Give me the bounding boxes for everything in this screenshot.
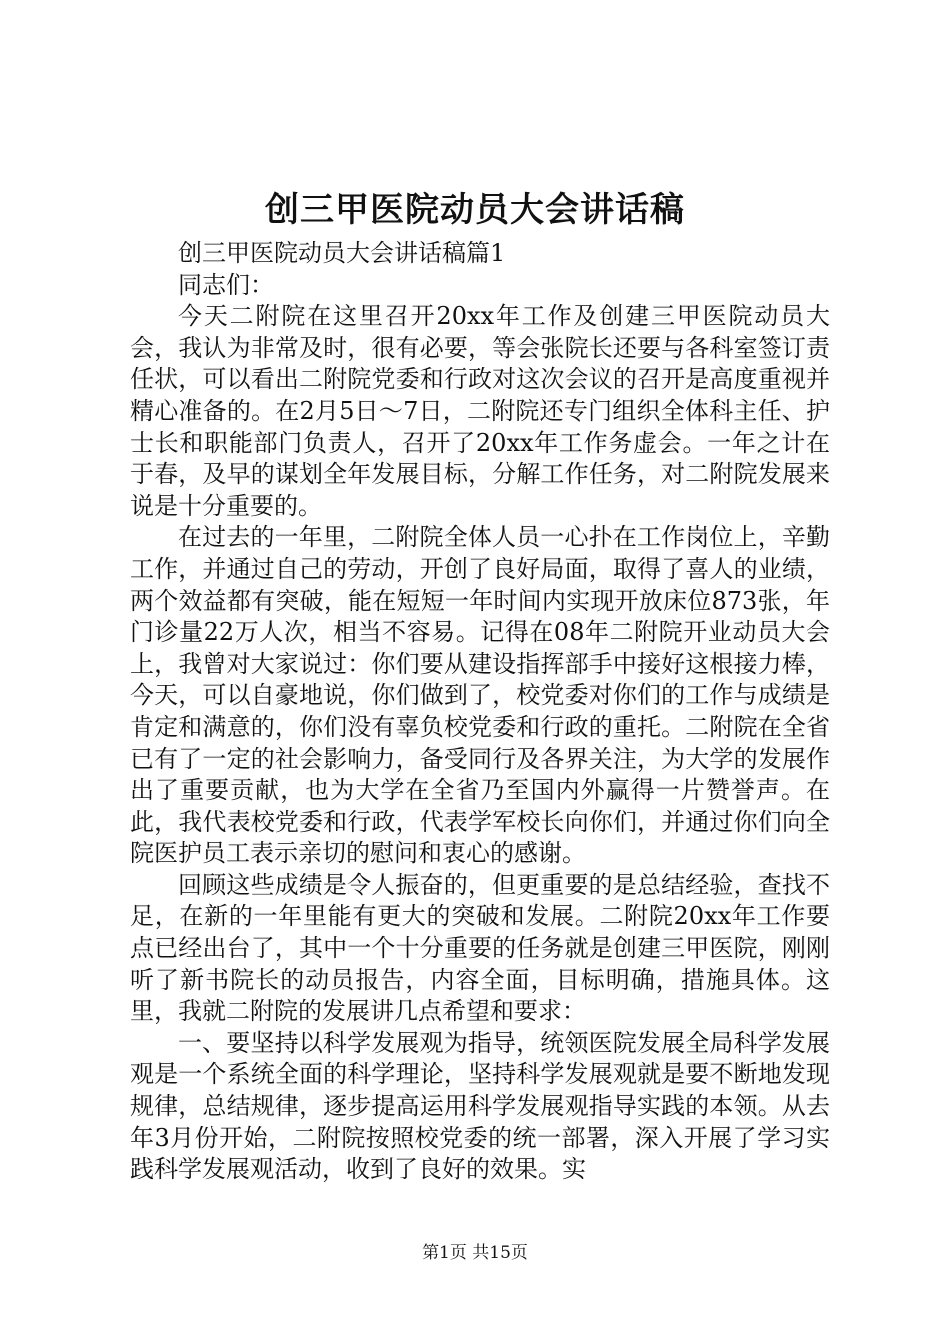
document-subtitle: 创三甲医院动员大会讲话稿篇1	[178, 239, 506, 267]
page-number-footer: 第1页 共15页	[422, 1243, 528, 1263]
salutation: 同志们：	[178, 270, 274, 299]
paragraph: 一、要坚持以科学发展观为指导，统领医院发展全局科学发展观是一个系统全面的科学理论，坚持科学发展观就是要不断地发现规律，总结规律，逐步提高运用科学发展观指导实践的本领。从去年3月份开始，二附院按照校党委的统一部署，深入开展了学习实践科学发展观活动，收到了良好的效果。实	[130, 1028, 830, 1184]
paragraph: 今天二附院在这里召开20xx年工作及创建三甲医院动员大会，我认为非常及时，很有必要，等会张院长还要与各科室签订责任状，可以看出二附院党委和行政对这次会议的召开是高度重视并精心准备的。在2月5日～7日，二附院还专门组织全体科主任、护士长和职能部门负责人，召开了20xx年工作务虚会。一年之计在于春，及早的谋划全年发展目标，分解工作任务，对二附院发展来说是十分重要的。	[130, 302, 830, 520]
paragraph: 回顾这些成绩是令人振奋的，但更重要的是总结经验，查找不足，在新的一年里能有更大的突破和发展。二附院20xx年工作要点已经出台了，其中一个十分重要的任务就是创建三甲医院，刚刚听了新书院长的动员报告，内容全面，目标明确，措施具体。这里，我就二附院的发展讲几点希望和要求：	[130, 870, 830, 1026]
paragraph: 在过去的一年里，二附院全体人员一心扑在工作岗位上，辛勤工作，并通过自己的劳动，开创了良好局面，取得了喜人的业绩，两个效益都有突破，能在短短一年时间内实现开放床位873张，年门诊量22万人次，相当不容易。记得在08年二附院开业动员大会上，我曾对大家说过：你们要从建设指挥部手中接好这根接力棒，今天，可以自豪地说，你们做到了，校党委对你们的工作与成绩是肯定和满意的，你们没有辜负校党委和行政的重托。二附院在全省已有了一定的社会影响力，备受同行及各界关注，为大学的发展作出了重要贡献，也为大学在全省乃至国内外赢得一片赞誉声。在此，我代表校党委和行政，代表学军校长向你们，并通过你们向全院医护员工表示亲切的慰问和衷心的感谢。	[130, 523, 830, 868]
document-body	[130, 238, 830, 1186]
document-title: 创三甲医院动员大会讲话稿	[265, 190, 685, 230]
